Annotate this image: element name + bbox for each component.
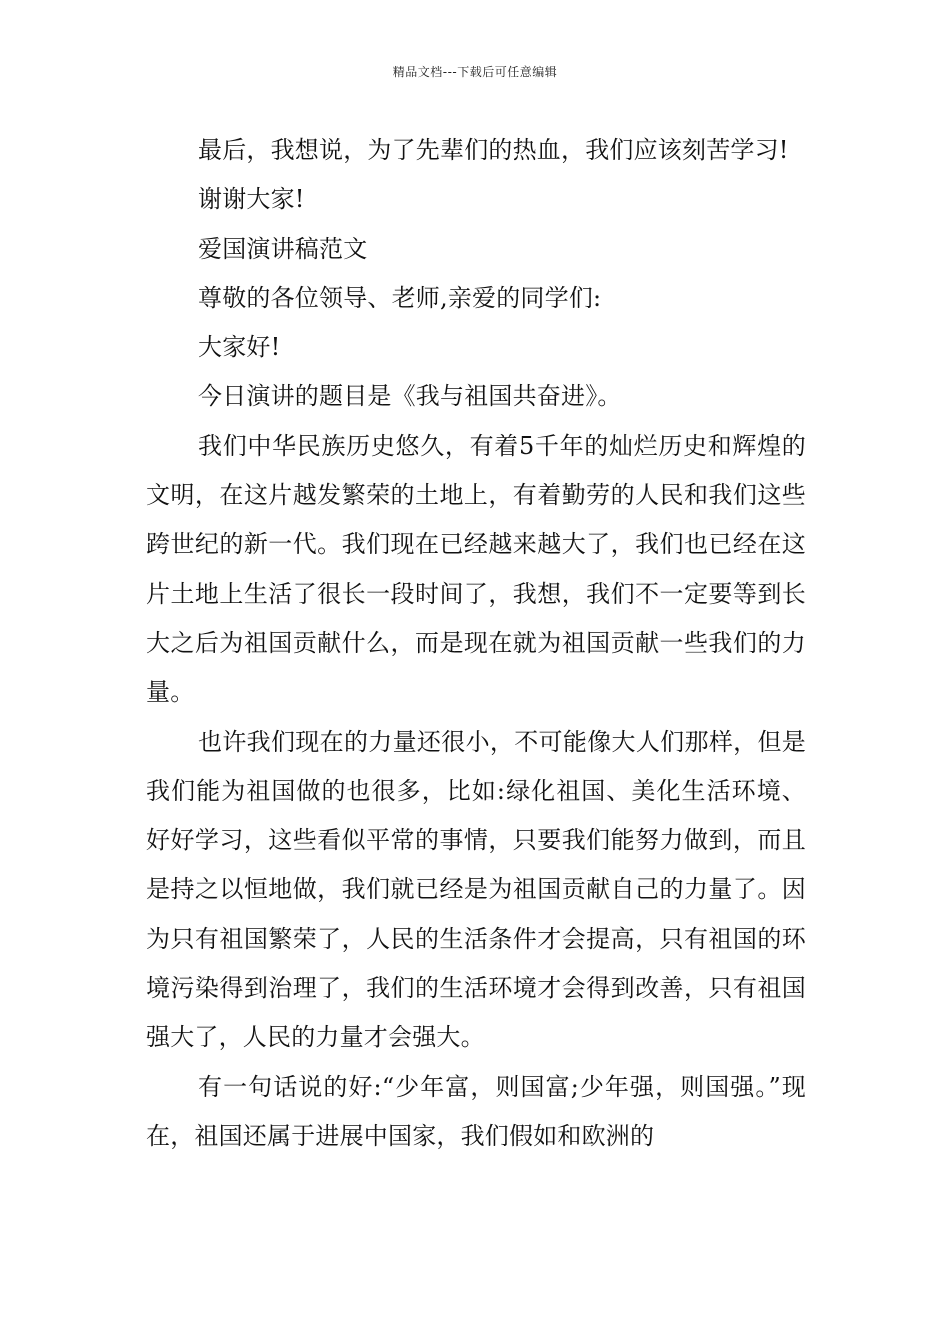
section-title: 爱国演讲稿范文 (198, 234, 368, 263)
paragraph-closing: 最后，我想说，为了先辈们的热血，我们应该刻苦学习! (198, 136, 789, 164)
paragraph-greeting: 大家好! (198, 333, 281, 362)
paragraph-thanks: 谢谢大家! (198, 185, 305, 214)
page-header: 精品文档---下载后可任意编辑 (392, 65, 558, 79)
paragraph-topic: 今日演讲的题目是《我与祖国共奋进》。 (198, 382, 622, 411)
paragraph-contribution: 也许我们现在的力量还很小，不可能像大人们那样，但是我们能为祖国做的也很多，比如:绿化祖国、美化生活环境、好好学习，这些看似平常的事情，只要我们能努力做到，而且是持之以恒地做，我们就已经是为祖国贡献自己的力量了。因为只有祖国繁荣了，人民的生活条件才会提高，只有祖国的环境污染得到治理了，我们的生活环境才会得到改善，只有祖国强大了，人民的力量才会强大。 (146, 727, 806, 1052)
paragraph-salutation: 尊敬的各位领导、老师,亲爱的同学们: (198, 283, 602, 312)
paragraph-history: 我们中华民族历史悠久，有着5千年的灿烂历史和辉煌的文明，在这片越发繁荣的土地上，有着勤劳的人民和我们这些跨世纪的新一代。我们现在已经越来越大了，我们也已经在这片土地上生活了很长一段时间了，我想，我们不一定要等到长大之后为祖国贡献什么，而是现在就为祖国贡献一些我们的力量。 (146, 431, 806, 707)
paragraph-quote: 有一句话说的好:“少年富，则国富;少年强，则国强。”现在，祖国还属于进展中国家，我们假如和欧洲的 (146, 1072, 806, 1150)
document-body (146, 126, 806, 1161)
